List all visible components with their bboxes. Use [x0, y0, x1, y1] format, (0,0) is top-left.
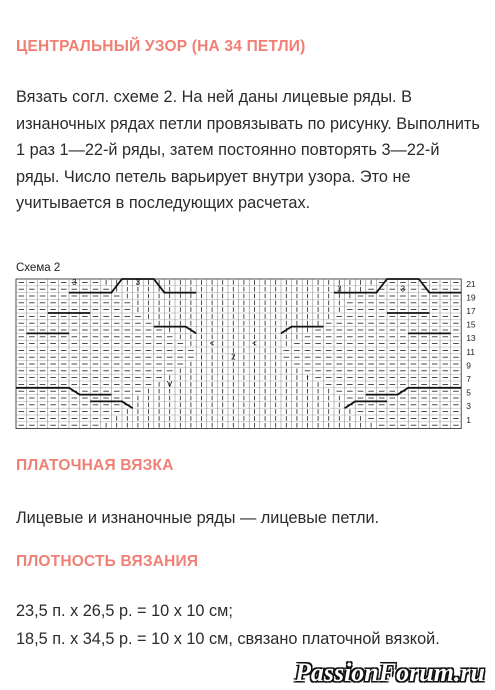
row-number-label: 3 [466, 401, 471, 412]
row-number-label: 7 [466, 374, 471, 384]
row-number-label: 5 [466, 387, 471, 398]
cable-3-symbol: 3 [135, 277, 141, 287]
section-heading-garter-stitch: ПЛАТОЧНАЯ ВЯЗКА [16, 457, 174, 474]
cable-3-symbol: 3 [72, 277, 77, 287]
increase-symbol: V [167, 379, 173, 389]
garter-stitch-text: Лицевые и изнаночные ряды — лицевые петли. [16, 509, 380, 527]
watermark-logo: PassionForum.ru [294, 658, 485, 687]
chart-label: Схема 2 [16, 262, 61, 274]
section-heading-gauge: ПЛОТНОСТЬ ВЯЗАНИЯ [16, 553, 199, 570]
cable-3-symbol: 3 [337, 284, 342, 294]
section-heading-central-pattern: ЦЕНТРАЛЬНЫЙ УЗОР (НА 34 ПЕТЛИ) [16, 38, 306, 55]
row-number-label: 9 [466, 360, 471, 371]
row-number-label: 1 [466, 414, 471, 425]
decrease-symbol: < [252, 339, 257, 348]
knitting-chart [14, 277, 492, 435]
arrow-up-symbol: ↑ [305, 373, 310, 382]
central-pattern-text: Вязать согл. схеме 2. На ней даны лицевые ряды. В изнаночных рядах петли провязывать по рисунку. Выполнить 1 раз 1—22-й ряды, затем постоянно повторять 3—22-й ряды. Число петель варьирует внутри узора. Это не учитывается в последующих расчетах. [16, 88, 480, 212]
row-number-label: 11 [466, 346, 476, 357]
row-number-label: 21 [466, 278, 476, 289]
row-number-label: 19 [466, 292, 476, 303]
gauge-line-1: 23,5 п. х 26,5 р. = 10 х 10 см; [16, 602, 233, 620]
row-number-label: 17 [466, 306, 476, 316]
decrease-symbol: < [209, 339, 215, 348]
cable-2-symbol: 2 [231, 352, 236, 362]
gauge-line-2: 18,5 п. х 34,5 р. = 10 х 10 см, связано платочной вязкой. [16, 630, 440, 648]
cable-3-symbol: 3 [400, 284, 406, 294]
row-number-label: 15 [466, 319, 476, 330]
row-number-label: 13 [466, 333, 476, 344]
